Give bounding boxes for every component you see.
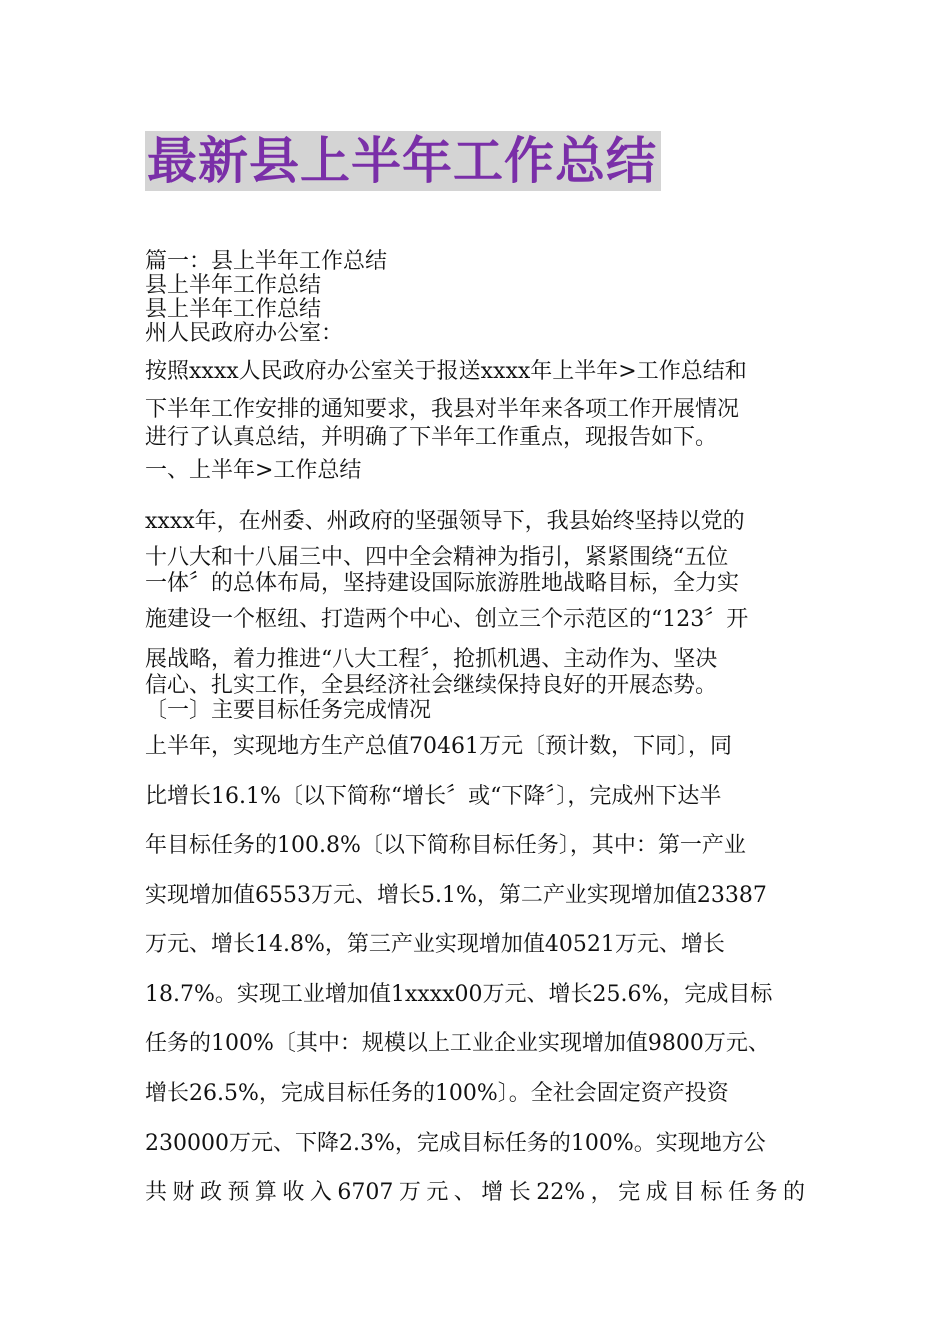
section-paragraph-line: 十八大和十八届三中、四中全会精神为指引，紧紧围绕“五位 bbox=[145, 545, 729, 570]
intro-paragraph-line: 下半年工作安排的通知要求，我县对半年来各项工作开展情况 bbox=[145, 397, 740, 422]
subsection-paragraph-line: 比增长16.1%〔以下简称“增长〞或“下降〞〕，完成州下达半 bbox=[145, 784, 722, 809]
subsection-paragraph-line: 上半年，实现地方生产总值70461万元〔预计数，下同〕，同 bbox=[145, 734, 732, 759]
subsection-paragraph-line: 任务的100%〔其中：规模以上工业企业实现增加值9800万元、 bbox=[145, 1031, 770, 1056]
header-line: 篇一：县上半年工作总结 bbox=[145, 249, 388, 274]
subsection-paragraph-line: 增长26.5%，完成目标任务的100%〕。全社会固定资产投资 bbox=[145, 1081, 729, 1106]
subsection-paragraph-line: 共财政预算收入6707万元、增长22%，完成目标任务的 bbox=[145, 1180, 805, 1205]
subsection-paragraph-line: 230000万元、下降2.3%，完成目标任务的100%。实现地方公 bbox=[145, 1131, 766, 1156]
section-paragraph-line: 展战略，着力推进“八大工程〞，抢抓机遇、主动作为、坚决 bbox=[145, 647, 718, 672]
section-paragraph-line: xxxx年，在州委、州政府的坚强领导下，我县始终坚持以党的 bbox=[145, 509, 745, 534]
subsection-paragraph-line: 18.7%。实现工业增加值1xxxx00万元、增长25.6%，完成目标 bbox=[145, 982, 773, 1007]
header-line: 州人民政府办公室： bbox=[145, 321, 344, 346]
subsection-paragraph-line: 年目标任务的100.8%〔以下简称目标任务〕，其中：第一产业 bbox=[145, 833, 746, 858]
subsection-heading: 〔一〕主要目标任务完成情况 bbox=[145, 698, 432, 723]
section-heading: 一、上半年>工作总结 bbox=[145, 458, 362, 483]
section-paragraph-line: 施建设一个枢纽、打造两个中心、创立三个示范区的“123〞开 bbox=[145, 607, 749, 632]
intro-paragraph-line: 按照xxxx人民政府办公室关于报送xxxx年上半年>工作总结和 bbox=[145, 359, 747, 384]
document-title: 最新县上半年工作总结 bbox=[145, 131, 661, 191]
header-line: 县上半年工作总结 bbox=[145, 297, 322, 322]
intro-paragraph-line: 进行了认真总结，并明确了下半年工作重点，现报告如下。 bbox=[145, 425, 718, 450]
section-paragraph-line: 信心、扎实工作，全县经济社会继续保持良好的开展态势。 bbox=[145, 673, 718, 698]
header-line: 县上半年工作总结 bbox=[145, 273, 322, 298]
section-paragraph-line: 一体〞的总体布局，坚持建设国际旅游胜地战略目标，全力实 bbox=[145, 571, 740, 596]
subsection-paragraph-line: 万元、增长14.8%，第三产业实现增加值40521万元、增长 bbox=[145, 932, 725, 957]
subsection-paragraph-line: 实现增加值6553万元、增长5.1%，第二产业实现增加值23387 bbox=[145, 883, 767, 908]
